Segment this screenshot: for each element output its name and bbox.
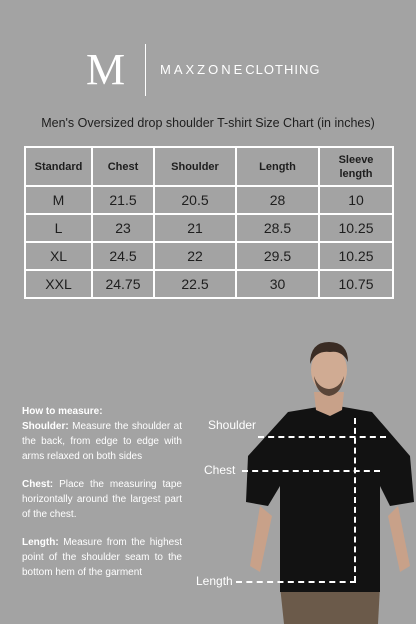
cell-length: 30 [236,270,319,298]
table-row [25,242,393,270]
how-to-heading: How to measure: [22,406,103,417]
model-right-arm [388,506,410,572]
table-row [25,270,393,298]
chest-line [242,470,380,472]
brand-wordmark [160,62,320,77]
logo-divider [145,44,146,96]
brand-logo [86,44,336,96]
instruction-text: Place the measuring tape horizontally around the largest part of the chest. [22,479,182,520]
cell-length: 28.5 [236,214,319,242]
size-chart-title: Men's Oversized drop shoulder T-shirt Size Chart (in inches) [41,116,375,130]
cell-size: L [25,214,92,242]
cell-chest: 24.75 [92,270,154,298]
cell-shoulder: 22.5 [154,270,236,298]
cell-sleeve: 10.75 [319,270,393,298]
header-standard: Standard [25,147,92,186]
instruction-term: Shoulder: [22,421,69,432]
table-row [25,186,393,214]
cell-chest: 23 [92,214,154,242]
model-shirt [246,406,414,592]
label-length: Length [196,574,233,588]
length-line-vertical [354,418,356,582]
instruction-shoulder [22,419,182,464]
brand-monogram: M [86,45,124,94]
cell-chest: 21.5 [92,186,154,214]
length-line-horizontal [236,581,356,583]
brand-name: MAXZONE [160,62,246,77]
size-table [24,146,394,299]
instruction-term: Length: [22,537,59,548]
header-chest: Chest [92,147,154,186]
header-sleeve-length: Sleeve length [319,147,393,186]
cell-size: M [25,186,92,214]
table-row [25,214,393,242]
header-shoulder: Shoulder [154,147,236,186]
instruction-term: Chest: [22,479,54,490]
instruction-text: Measure the shoulder at the back, from edge to edge with arms relaxed on both sides [22,421,182,462]
cell-shoulder: 20.5 [154,186,236,214]
instruction-text: Measure from the highest point of the shoulder seam to the bottom hem of the garment [22,537,182,578]
cell-size: XXL [25,270,92,298]
table-header-row [25,147,393,186]
cell-shoulder: 22 [154,242,236,270]
header-length: Length [236,147,319,186]
cell-sleeve: 10.25 [319,242,393,270]
label-shoulder: Shoulder [208,418,257,432]
cell-shoulder: 21 [154,214,236,242]
instruction-length [22,535,182,580]
cell-chest: 24.5 [92,242,154,270]
label-chest: Chest [204,463,236,477]
cell-sleeve: 10 [319,186,393,214]
brand-suffix: CLOTHING [245,62,321,77]
cell-size: XL [25,242,92,270]
instruction-chest [22,477,182,522]
cell-length: 28 [236,186,319,214]
cell-length: 29.5 [236,242,319,270]
model-left-arm [250,506,272,572]
cell-sleeve: 10.25 [319,214,393,242]
how-to-measure [22,404,182,593]
shoulder-line [258,436,386,438]
